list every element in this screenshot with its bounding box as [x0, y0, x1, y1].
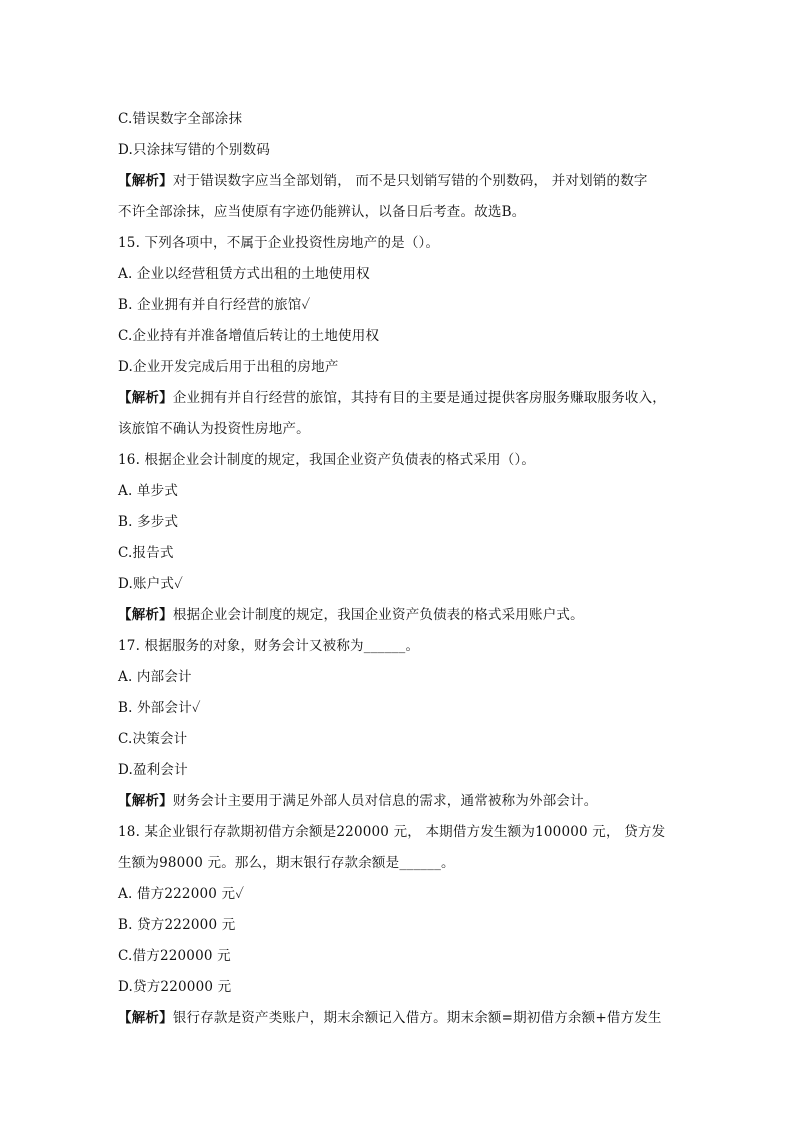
text-line: 不许全部涂抹，应当使原有字迹仍能辨认，以备日后考查。故选B。	[118, 204, 526, 220]
analysis-text: 根据企业会计制度的规定，我国企业资产负债表的格式采用账户式。	[172, 607, 584, 623]
option-a: A. 内部会计	[118, 669, 192, 685]
option-c: C.报告式	[118, 545, 174, 561]
option-a: A. 单步式	[118, 483, 179, 499]
document-page	[118, 104, 678, 1034]
analysis-tag: 【解析】	[118, 390, 173, 406]
option-a: A. 企业以经营租赁方式出租的土地使用权	[118, 266, 370, 282]
option-b: B. 贷方222000 元	[118, 917, 236, 933]
analysis-tag: 【解析】	[118, 793, 173, 809]
text-line: D.只涂抹写错的个别数码	[118, 142, 271, 158]
option-a: A. 借方222000 元✓	[118, 886, 245, 902]
analysis-text: 企业拥有并自行经营的旅馆，其持有目的主要是通过提供客房服务赚取服务收入，	[172, 390, 667, 406]
text-line: 生额为98000 元。那么，期末银行存款余额是______。	[118, 855, 455, 871]
option-c: C.借方220000 元	[118, 948, 231, 964]
option-c: C.决策会计	[118, 731, 188, 747]
analysis-text: 对于错误数字应当全部划销， 而不是只划销写错的个别数码， 并对划销的数字	[172, 173, 648, 189]
option-d: D.贷方220000 元	[118, 979, 232, 995]
analysis-tag: 【解析】	[118, 607, 173, 623]
analysis-tag: 【解析】	[118, 1010, 173, 1026]
analysis-line	[118, 383, 678, 414]
question-stem: 15. 下列各项中，不属于企业投资性房地产的是（）。	[118, 235, 440, 251]
analysis-tag: 【解析】	[118, 173, 173, 189]
option-d: D.账户式✓	[118, 576, 184, 592]
option-b: B. 多步式	[118, 514, 179, 530]
question-stem: 18. 某企业银行存款期初借方余额是220000 元， 本期借方发生额为100000 元， 贷方发	[118, 824, 666, 840]
question-stem: 17. 根据服务的对象，财务会计又被称为______。	[118, 638, 420, 654]
text-line: C.错误数字全部涂抹	[118, 111, 243, 127]
option-c: C.企业持有并准备增值后转让的土地使用权	[118, 328, 380, 344]
option-d: D.企业开发完成后用于出租的房地产	[118, 359, 339, 375]
analysis-text: 银行存款是资产类账户，期末余额记入借方。期末余额=期初借方余额+借方发生	[172, 1010, 662, 1026]
analysis-line	[118, 600, 678, 631]
analysis-line	[118, 166, 678, 197]
analysis-text: 财务会计主要用于满足外部人员对信息的需求，通常被称为外部会计。	[172, 793, 598, 809]
question-stem: 16. 根据企业会计制度的规定，我国企业资产负债表的格式采用（）。	[118, 452, 536, 468]
analysis-line	[118, 1003, 678, 1034]
option-b: B. 企业拥有并自行经营的旅馆✓	[118, 297, 311, 313]
option-d: D.盈利会计	[118, 762, 188, 778]
text-line: 该旅馆不确认为投资性房地产。	[118, 421, 310, 437]
analysis-line	[118, 786, 678, 817]
option-b: B. 外部会计✓	[118, 700, 201, 716]
